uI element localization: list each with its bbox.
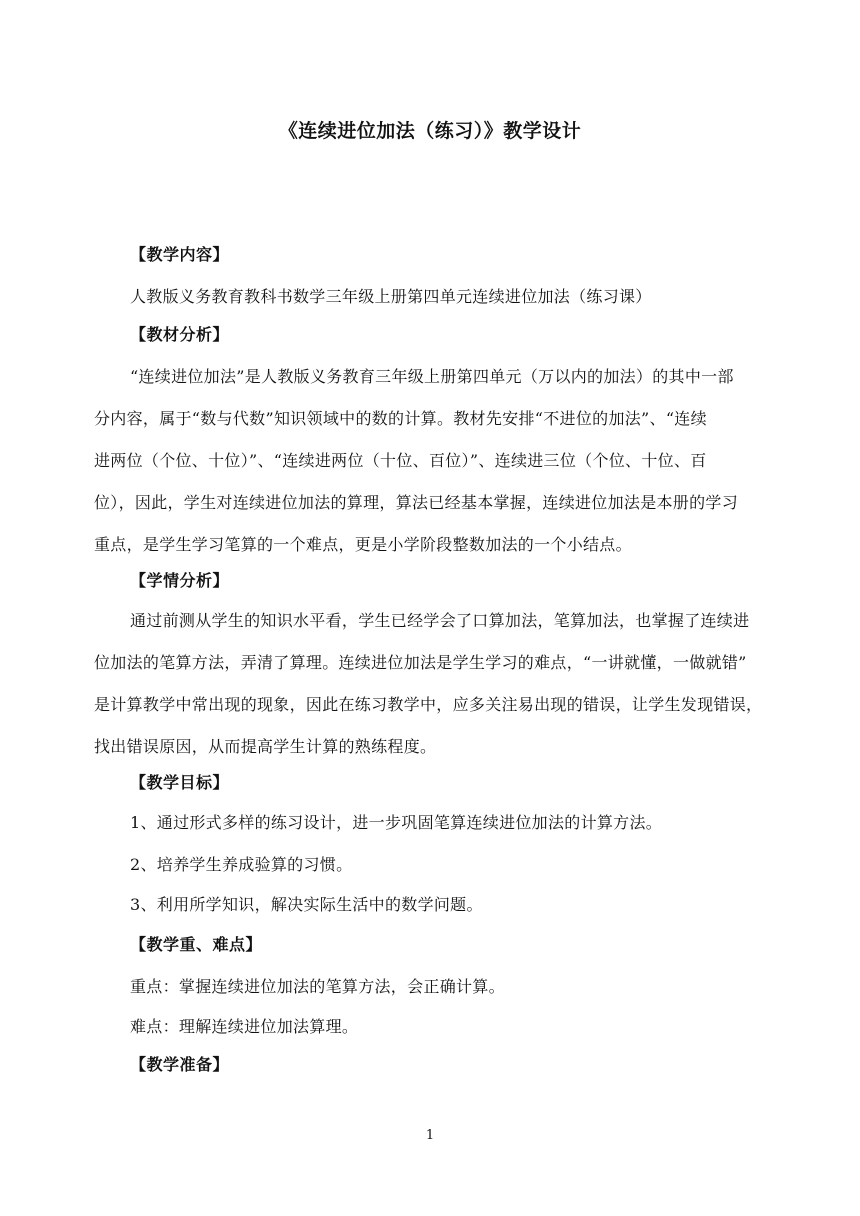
section-heading-prep: 【教学准备】 (130, 1055, 230, 1074)
content-line: 人教版义务教育教科书数学三年级上册第四单元连续进位加法（练习课） (130, 287, 652, 306)
goals-line: 3、利用所学知识，解决实际生活中的数学问题。 (130, 895, 483, 914)
students-line: 位加法的笔算方法，弄清了算理。连续进位加法是学生学习的难点，“一讲就懂，一做就错” (94, 653, 747, 672)
materials-line: 重点，是学生学习笔算的一个难点，更是小学阶段整数加法的一个小结点。 (94, 535, 632, 554)
materials-line: 位），因此，学生对连续进位加法的算理，算法已经基本掌握，连续进位加法是本册的学习 (94, 493, 739, 512)
goals-line: 1、通过形式多样的练习设计，进一步巩固笔算连续进位加法的计算方法。 (130, 813, 663, 832)
page-number: 1 (425, 1128, 435, 1143)
document-title: 《连续进位加法（练习）》教学设计 (278, 120, 582, 142)
goals-line: 2、培养学生养成验算的习惯。 (130, 855, 353, 874)
students-line: 是计算教学中常出现的现象，因此在练习教学中，应多关注易出现的错误，让学生发现错误， (94, 695, 763, 714)
materials-line: 进两位（个位、十位）”、“连续进两位（十位、百位）”、连续进三位（个位、十位、百 (94, 451, 707, 470)
students-line: 找出错误原因，从而提高学生计算的熟练程度。 (94, 737, 437, 756)
section-heading-materials: 【教材分析】 (130, 325, 230, 344)
materials-line: “连续进位加法”是人教版义务教育三年级上册第四单元（万以内的加法）的其中一部 (130, 367, 734, 386)
students-line: 通过前测从学生的知识水平看，学生已经学会了口算加法，笔算加法，也掌握了连续进 (130, 611, 750, 630)
section-heading-keypoints: 【教学重、难点】 (130, 935, 263, 954)
keypoints-line: 难点：理解连续进位加法算理。 (130, 1017, 359, 1036)
section-heading-content: 【教学内容】 (130, 245, 230, 264)
section-heading-goals: 【教学目标】 (130, 773, 230, 792)
keypoints-line: 重点：掌握连续进位加法的笔算方法，会正确计算。 (130, 977, 505, 996)
materials-line: 分内容，属于“数与代数”知识领域中的数的计算。教材先安排“不进位的加法”、“连续 (94, 409, 707, 428)
section-heading-students: 【学情分析】 (130, 571, 230, 590)
